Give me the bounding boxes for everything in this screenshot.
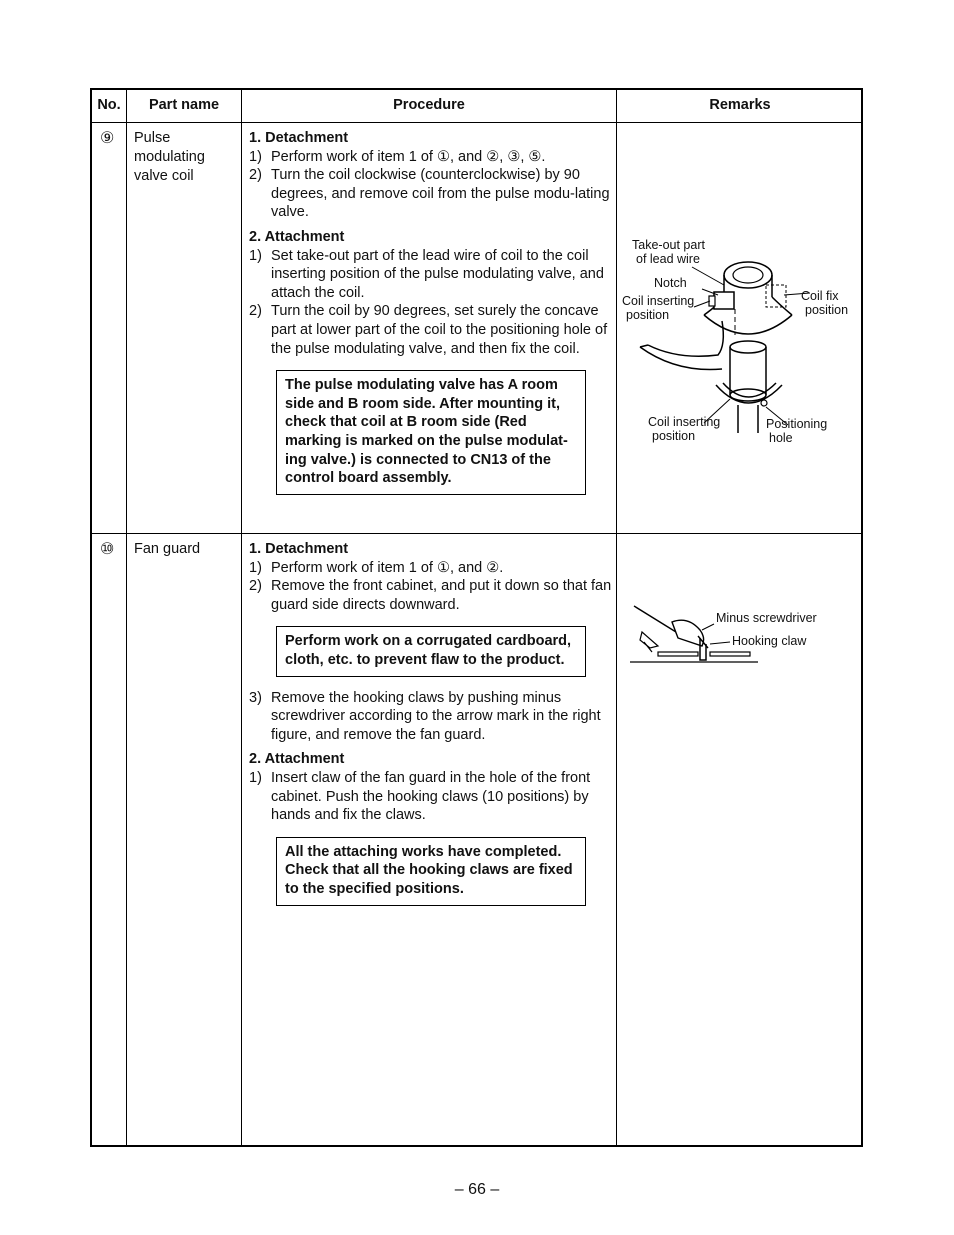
label-hooking-claw: Hooking claw — [732, 634, 807, 648]
part-name: Pulse modulating valve coil — [134, 130, 205, 184]
svg-text:of lead wire: of lead wire — [636, 252, 700, 266]
column-divider — [241, 90, 242, 1145]
row-divider — [92, 533, 861, 534]
section-title: 1. Detachment — [249, 541, 349, 557]
header-remarks: Remarks — [709, 97, 771, 113]
caution-note: All the attaching works have completed. Check that all the hooking claws are fixed to the specified positions. — [276, 837, 586, 906]
svg-text:position: position — [805, 303, 849, 317]
column-divider — [616, 90, 617, 1145]
label-minus-screwdriver: Minus screwdriver — [716, 611, 817, 625]
label-coil-fix: Coil fix — [801, 289, 839, 303]
caution-note: Perform work on a corrugated cardboard, cloth, etc. to prevent flaw to the product. — [276, 626, 586, 676]
column-divider — [126, 90, 127, 1145]
label-positioning-hole: Positioning — [766, 417, 828, 431]
procedure-step: 1) Perform work of item 1 of ①, and ②. — [249, 559, 504, 576]
svg-text:position: position — [652, 429, 696, 443]
label-coil-inserting-top: Coil inserting — [622, 294, 695, 308]
section-title: 2. Attachment — [249, 228, 345, 245]
row-number: ⑩ — [100, 541, 115, 558]
procedure-step: 2) Turn the coil clockwise (counterclockwise) by 90 degrees, and remove coil from the pulse modu-lating valve. — [249, 167, 610, 221]
procedure-cell — [249, 540, 614, 906]
part-name: Fan guard — [134, 541, 201, 557]
svg-text:position: position — [626, 308, 670, 322]
label-notch: Notch — [654, 276, 687, 290]
procedure-step: 2) Turn the coil by 90 degrees, set surely the concave part at lower part of the coil to the positioning hole of the pulse modulating valve, and then fix the coil. — [249, 303, 608, 357]
label-coil-inserting-bottom: Coil inserting — [648, 415, 721, 429]
procedure-step: 1) Insert claw of the fan guard in the hole of the front cabinet. Push the hooking claws (10 positions) by hands and fix the claws. — [249, 769, 591, 824]
procedure-step: 2) Remove the front cabinet, and put it down so that fan guard side directs downward. — [249, 578, 612, 613]
page-number: – 66 – — [454, 1181, 500, 1198]
header-part-name: Part name — [148, 97, 220, 113]
row-number: ⑨ — [100, 130, 115, 147]
procedure-cell — [249, 129, 614, 495]
label-takeout: Take-out part — [632, 238, 705, 252]
header-procedure: Procedure — [393, 97, 465, 113]
procedure-step: 1) Set take-out part of the lead wire of coil to the coil inserting position of the pulse modulating valve, and attach the coil. — [249, 247, 604, 301]
svg-text:hole: hole — [769, 431, 793, 445]
procedure-table — [90, 88, 863, 1147]
section-title: 2. Attachment — [249, 751, 345, 768]
header-no: No. — [97, 97, 121, 113]
section-title: 1. Detachment — [249, 130, 349, 146]
caution-note: The pulse modulating valve has A room side and B room side. After mounting it, check that coil at B room side (Red marking is marked on the pulse modulat-ing valve.) is connected to CN13 of the control board assembly. — [276, 370, 586, 495]
pulse-valve-coil-figure — [618, 235, 862, 470]
procedure-step: 3) Remove the hooking claws by pushing minus screwdriver according to the arrow mark in the right figure, and remove the fan guard. — [249, 689, 601, 743]
procedure-step: 1) Perform work of item 1 of ①, and ②, ③, ⑤. — [249, 148, 546, 165]
fan-guard-claw-figure — [628, 602, 858, 687]
row-divider — [92, 122, 861, 123]
